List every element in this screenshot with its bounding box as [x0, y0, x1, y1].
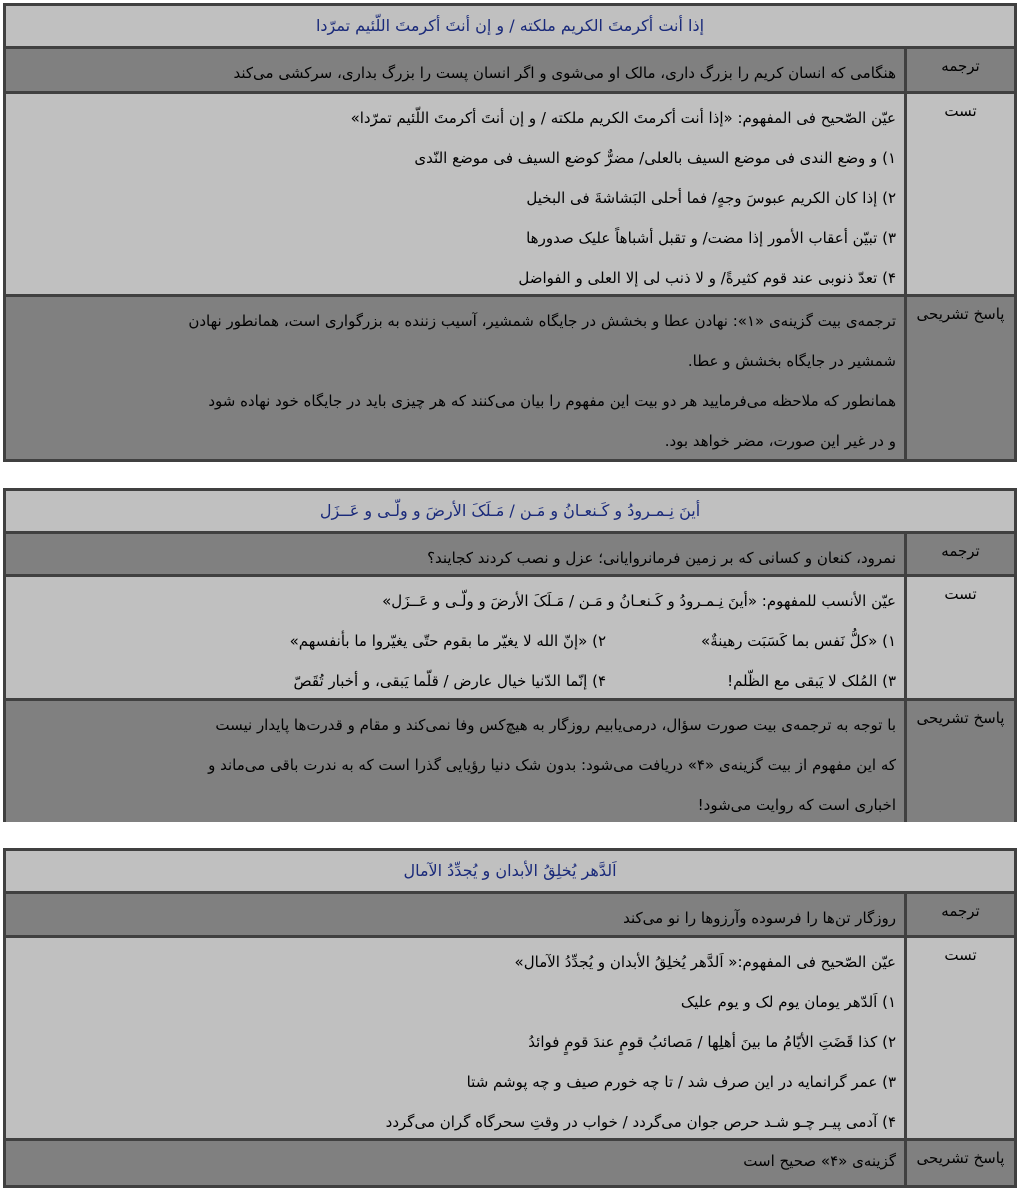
test-row	[6, 94, 1014, 297]
explanation-line: اخباری است که روایت می‌شود!	[697, 796, 896, 814]
translation-text: روزگار تن‌ها را فرسوده وآرزوها را نو می‌کند	[623, 909, 896, 927]
translation-text: هنگامی که انسان کریم را بزرگ داری، مالک او می‌شوی و اگر انسان پست را بزرگ بداری، سرکشی می‌کند	[233, 64, 896, 82]
test-option-4: ۴) إنّما الدّنیا خیال عارض / قلّما یَبقی، و أخبار تُقَصّ	[293, 672, 606, 690]
test-question: عیّن الصّحیح فی المفهوم: «إذا أنت أکرمتَ الکریم ملکته / و إن أنتَ أکرمتَ اللّئیم تمرّدا»	[350, 109, 896, 127]
explanation-line: شمشیر در جایگاه بخشش و عطا.	[687, 352, 896, 370]
test-question: عیّن الأنسب للمفهوم: «أینَ نِـمـرودُ و کَـنعـانُ و مَـن / مَـلَکَ الأرضَ و ولّـی و عَــزَل»	[382, 592, 896, 610]
test-option-3: ۳) عمر گرانمایه در این صرف شد / تا چه خورم صیف و چه پوشم شتا	[466, 1073, 896, 1091]
test-question: عیّن الصّحیح فی المفهوم:« اَلدَّهر یُخلِقُ الأبدان و یُجدِّدُ الآمال»	[514, 953, 896, 971]
test-option-3: ۳) المُلک لا یَبقی مع الظّلم!	[727, 672, 896, 690]
explanation-line: گزینه‌ی «۴» صحیح است	[743, 1152, 896, 1170]
explanation-label: پاسخ تشریحی	[904, 1141, 1014, 1185]
test-option-2: ۲) إذا کان الکریم عبوسَ وجهٍ/ فما أحلی البَشاشةَ فی البخیل	[526, 189, 896, 207]
test-row	[6, 577, 1014, 701]
test-option-3: ۳) تبیّن أعقاب الأمور إذا مضت/ و تقبل أشباهاً علیک صدورها	[526, 229, 896, 247]
explanation-line: که این مفهوم از بیت گزینه‌ی «۴» دریافت می‌شود: بدون شک دنیا رؤیایی گذرا است که به ندرت باقی می‌ماند و	[208, 756, 896, 774]
translation-label: ترجمه	[904, 534, 1014, 574]
verse-title: اَلدَّهر یُخلِقُ الأبدان و یُجدِّدُ الآمال	[6, 851, 1014, 894]
verse-title: أینَ نِـمـرودُ و کَـنعـانُ و مَـن / مَـلَکَ الأرضَ و ولّـی و عَــزَل	[6, 491, 1014, 534]
verse-title: إذا أنت أکرمتَ الکریم ملکته / و إن أنتَ أکرمتَ اللّئیم تمرّدا	[6, 6, 1014, 49]
explanation-label: پاسخ تشریحی	[904, 701, 1014, 822]
explanation-row	[6, 701, 1014, 822]
translation-label: ترجمه	[904, 49, 1014, 91]
explanation-line: و در غیر این صورت، مضر خواهد بود.	[664, 432, 896, 450]
explanation-label: پاسخ تشریحی	[904, 297, 1014, 459]
test-label: تست	[904, 94, 1014, 294]
test-option-4: ۴) تعدّ ذنوبی عند قوم کثیرةً/ و لا ذنب لی إلا العلی و الفواضل	[518, 269, 896, 287]
translation-row	[6, 534, 1014, 577]
translation-row	[6, 49, 1014, 94]
test-options-row	[14, 661, 896, 701]
translation-row	[6, 894, 1014, 938]
test-row	[6, 938, 1014, 1141]
test-option-1: ۱) اَلدّهر یومان یوم لک و یوم علیک	[680, 993, 896, 1011]
explanation-line: ترجمه‌ی بیت گزینه‌ی «۱»: نهادن عطا و بخشش در جایگاه شمشیر، آسیب زننده به بزرگواری است، همانطور نهادن	[188, 312, 896, 330]
translation-label: ترجمه	[904, 894, 1014, 935]
test-option-1: ۱) و وضع الندی فی موضع السیف بالعلی/ مضرٌّ کوضع السیف فی موضع النّدی	[414, 149, 896, 167]
explanation-line: همانطور که ملاحظه می‌فرمایید هر دو بیت این مفهوم را بیان می‌کنند که هر چیزی باید در جایگاه خود نهاده شود	[208, 392, 896, 410]
question-table-2	[3, 488, 1017, 822]
test-label: تست	[904, 938, 1014, 1138]
question-table-1	[3, 3, 1017, 462]
test-label: تست	[904, 577, 1014, 698]
test-option-4: ۴) آدمی پیـر چـو شـد حرص جوان می‌گردد / خواب در وقتِ سحرگاه گران می‌گردد	[385, 1113, 896, 1131]
explanation-line: با توجه به ترجمه‌ی بیت صورت سؤال، درمی‌یابیم روزگار به هیچ‌کس وفا نمی‌کند و مقام و قدرت‌ها پایدار نیست	[215, 716, 896, 734]
test-option-2: ۲) کذا قَضَتِ الأیّامُ ما بینَ أهلِها / مَصائبُ قومٍ عندَ قومٍ فوائدُ	[528, 1033, 896, 1051]
test-options-row	[14, 621, 896, 661]
explanation-row	[6, 297, 1014, 459]
question-table-3	[3, 848, 1017, 1188]
test-option-2: ۲) «إنّ الله لا یغیّر ما بقوم حتّی یغیّروا ما بأنفسهم»	[289, 632, 606, 650]
translation-text: نمرود، کنعان و کسانی که بر زمین فرمانروایانی؛ عزل و نصب کردند کجایند؟	[427, 549, 896, 567]
test-option-1: ۱) «کلُّ نَفس بما کَسَبَت رهینةٌ»	[701, 632, 896, 650]
explanation-row	[6, 1141, 1014, 1185]
